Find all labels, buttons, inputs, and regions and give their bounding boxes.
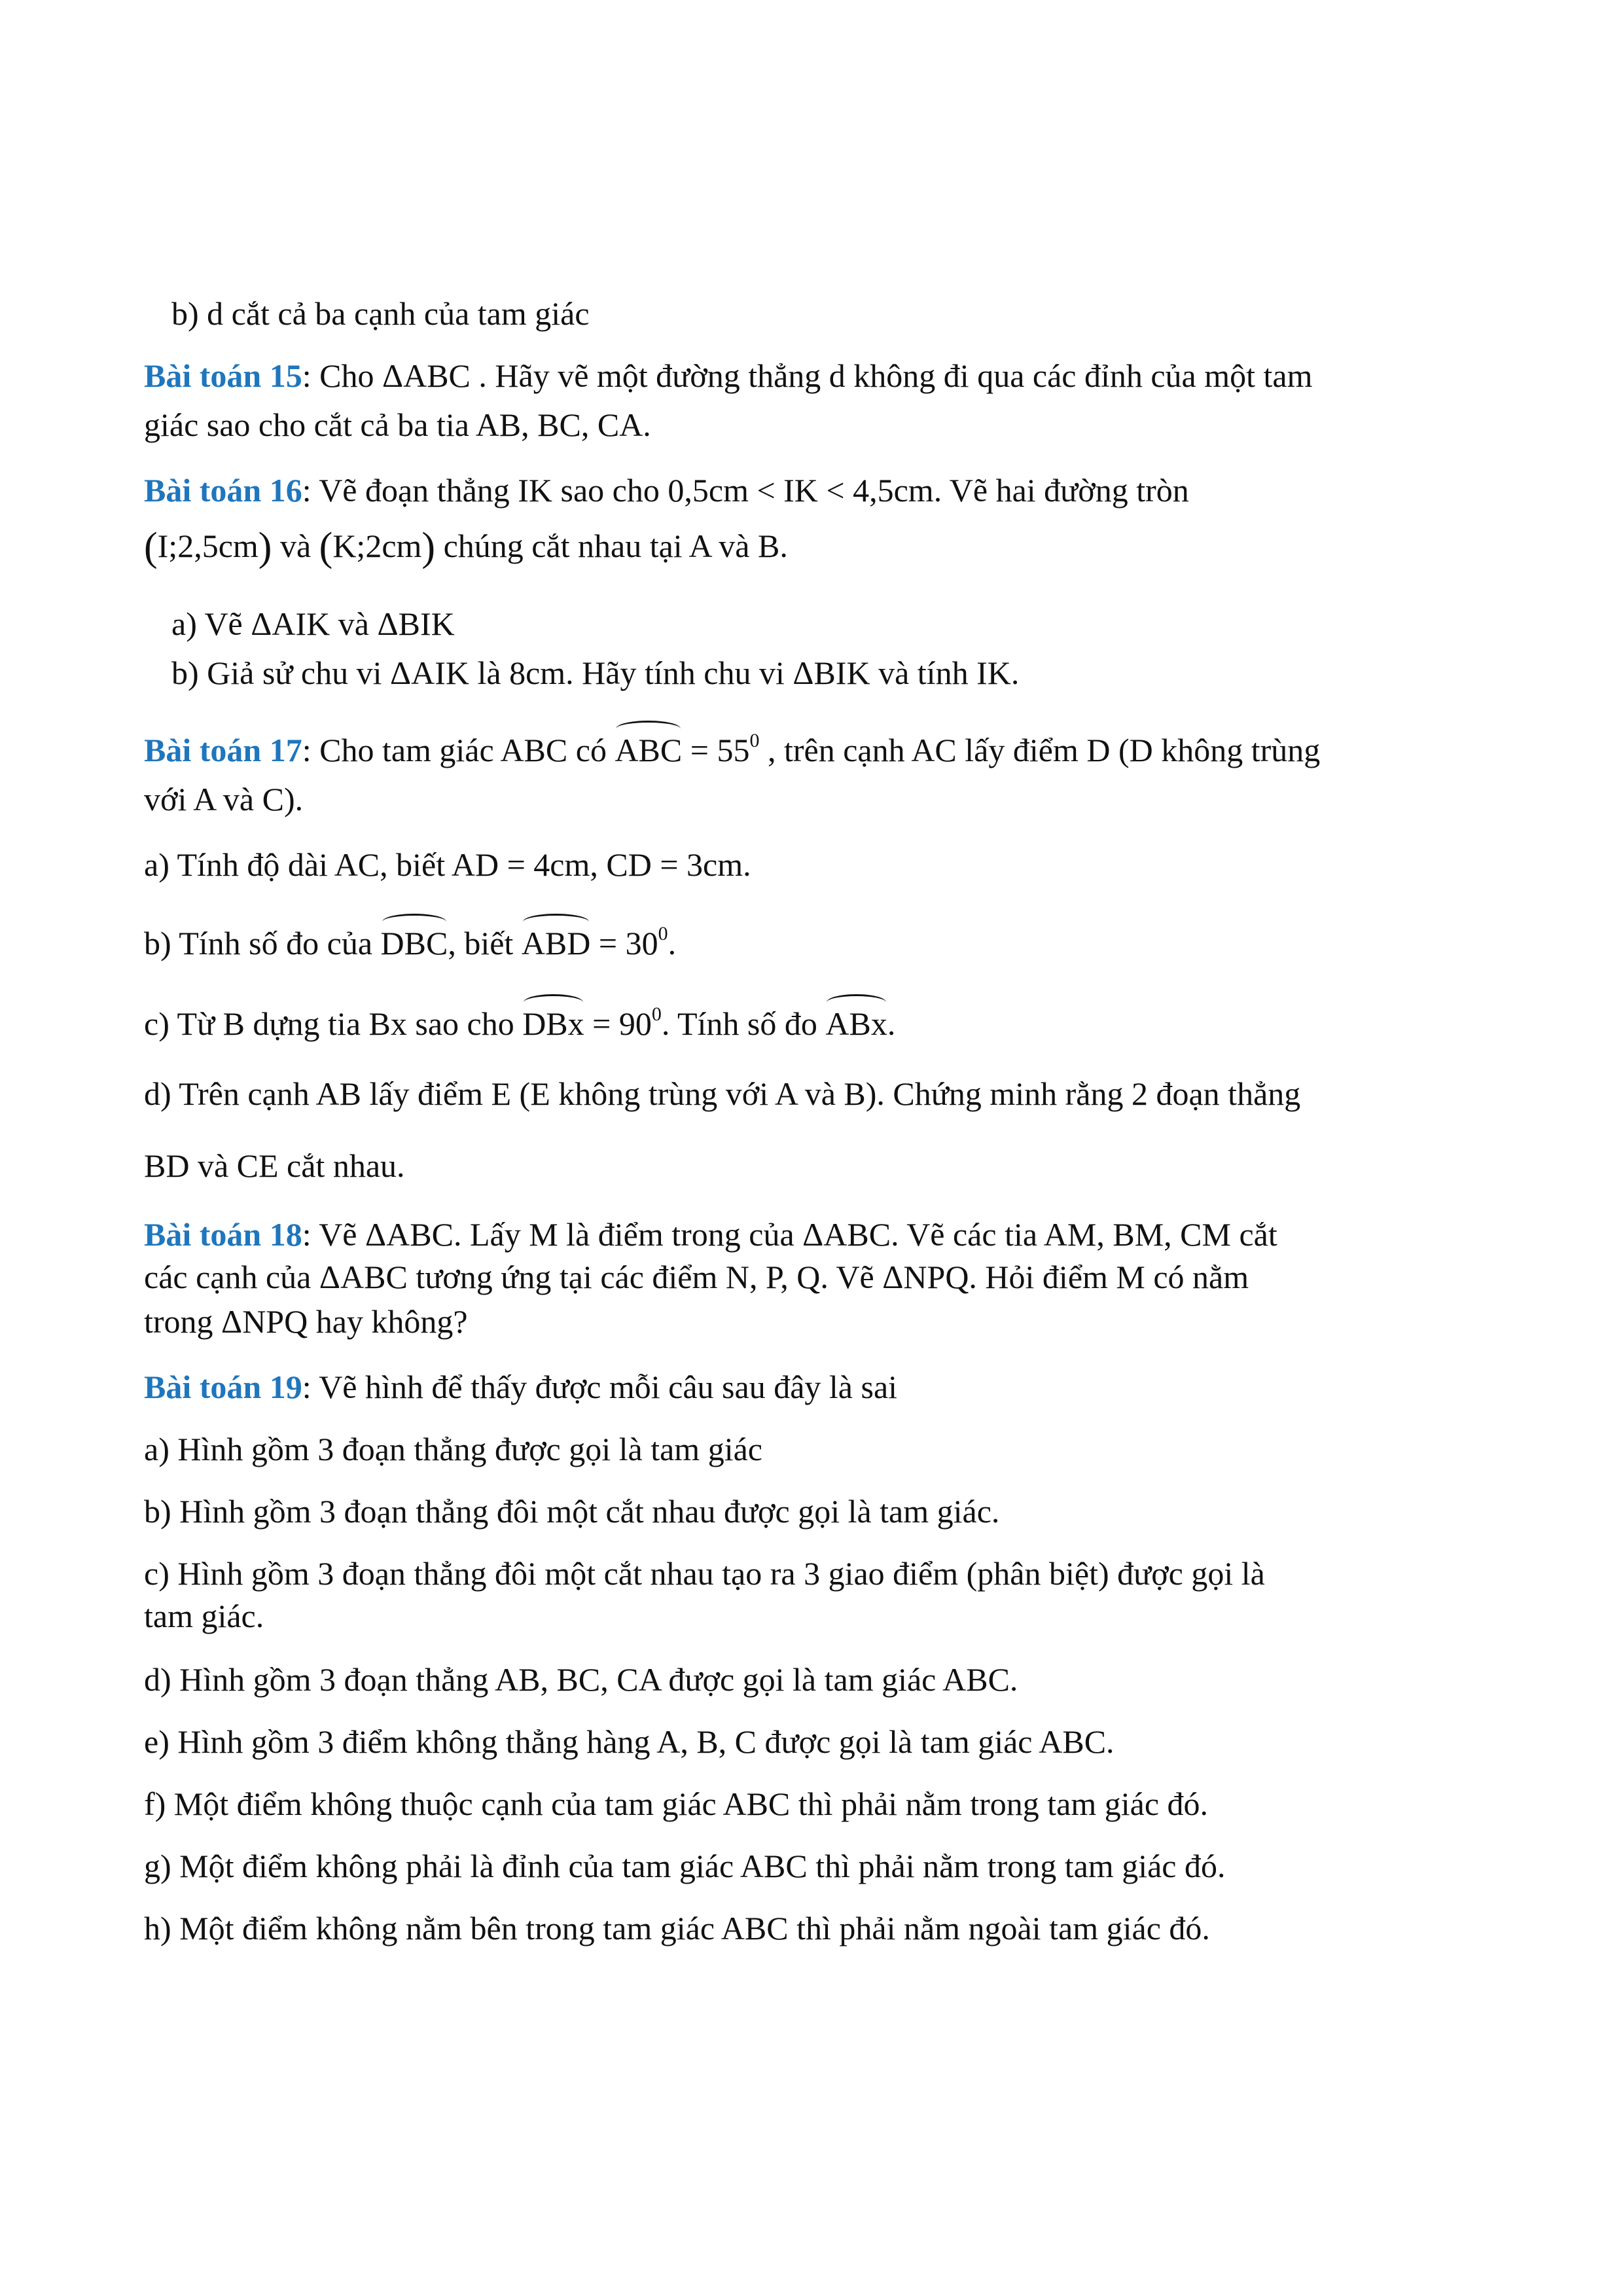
problem-17-item-c: c) Từ B dựng tia Bx sao cho DBx = $90^0$. Tính số đo ABx. [144, 1003, 1505, 1044]
angle-symbol: DBC [381, 923, 448, 963]
problem-label: Bài toán 17 [144, 732, 302, 768]
problem-17-item-d-line-2: BD và CE cắt nhau. [144, 1147, 405, 1184]
problem-15-line-2: giác sao cho cắt cả ba tia AB, BC, CA. [144, 406, 651, 443]
problem-18-line-3: trong ΔNPQ hay không? [144, 1303, 468, 1340]
problem-16-item-b: b) Giả sử chu vi ΔAIK là 8cm. Hãy tính chu vi ΔBIK và tính IK. [171, 655, 1020, 691]
paren-close: ) [421, 525, 436, 569]
problem-17-line-2: với A và C). [144, 781, 304, 817]
paren-open: ( [144, 525, 158, 569]
problem-17-item-b: b) Tính số đo của DBC, biết ABD = $30^0$. [144, 923, 1505, 963]
problem-19-item-a: a) Hình gồm 3 đoạn thẳng được gọi là tam giác [144, 1431, 762, 1467]
text-line: b) d cắt cả ba cạnh của tam giác [171, 295, 590, 332]
problem-16-item-a: a) Vẽ ΔAIK và ΔBIK [171, 605, 455, 642]
problem-label: Bài toán 16 [144, 472, 302, 509]
angle-symbol: ABD [522, 923, 591, 963]
problem-19-item-d: d) Hình gồm 3 đoạn thẳng AB, BC, CA được gọi là tam giác ABC. [144, 1661, 1018, 1698]
problem-19-item-c-line-1: c) Hình gồm 3 đoạn thẳng đôi một cắt nhau tạo ra 3 giao điểm (phân biệt) được gọi là [144, 1555, 1265, 1592]
problem-17-item-a: a) Tính độ dài AC, biết AD = 4cm, CD = 3cm. [144, 846, 751, 883]
paren-close: ) [258, 525, 272, 569]
problem-16-line-1: Bài toán 16: Vẽ đoạn thẳng IK sao cho 0,5cm < IK < 4,5cm. Vẽ hai đường tròn [144, 472, 1189, 509]
problem-19-item-e: e) Hình gồm 3 điểm không thẳng hàng A, B, C được gọi là tam giác ABC. [144, 1723, 1115, 1760]
problem-19-item-b: b) Hình gồm 3 đoạn thẳng đôi một cắt nhau được gọi là tam giác. [144, 1493, 1000, 1530]
problem-19-line-1: Bài toán 19: Vẽ hình để thấy được mỗi câu sau đây là sai [144, 1369, 898, 1405]
problem-19-item-c-line-2: tam giác. [144, 1598, 264, 1634]
problem-18-line-1: Bài toán 18: Vẽ ΔABC. Lấy M là điểm trong của ΔABC. Vẽ các tia AM, BM, CM cắt [144, 1216, 1277, 1253]
problem-19-item-h: h) Một điểm không nằm bên trong tam giác ABC thì phải nằm ngoài tam giác đó. [144, 1910, 1210, 1946]
problem-17-line-1: Bài toán 17: Cho tam giác ABC có ABC = $55^0$ , trên cạnh AC lấy điểm D (D không trùng [144, 730, 1505, 770]
angle-symbol: ABx [825, 1003, 887, 1044]
problem-16-line-2: (I;2,5cm) và (K;2cm) chúng cắt nhau tại A và B. [144, 525, 788, 569]
paren-open: ( [319, 525, 333, 569]
problem-15-line-1: Bài toán 15: Cho ΔABC . Hãy vẽ một đường thẳng d không đi qua các đỉnh của một tam [144, 357, 1313, 394]
problem-label: Bài toán 18 [144, 1216, 302, 1253]
problem-label: Bài toán 15 [144, 357, 302, 394]
problem-18-line-2: các cạnh của ΔABC tương ứng tại các điểm N, P, Q. Vẽ ΔNPQ. Hỏi điểm M có nằm [144, 1259, 1249, 1295]
angle-symbol: DBx [522, 1003, 584, 1044]
problem-19-item-g: g) Một điểm không phải là đỉnh của tam giác ABC thì phải nằm trong tam giác đó. [144, 1848, 1226, 1884]
problem-label: Bài toán 19 [144, 1369, 302, 1405]
problem-17-item-d-line-1: d) Trên cạnh AB lấy điểm E (E không trùng với A và B). Chứng minh rằng 2 đoạn thẳng [144, 1075, 1301, 1112]
angle-symbol: ABC [615, 730, 682, 770]
problem-19-item-f: f) Một điểm không thuộc cạnh của tam giác ABC thì phải nằm trong tam giác đó. [144, 1785, 1209, 1822]
